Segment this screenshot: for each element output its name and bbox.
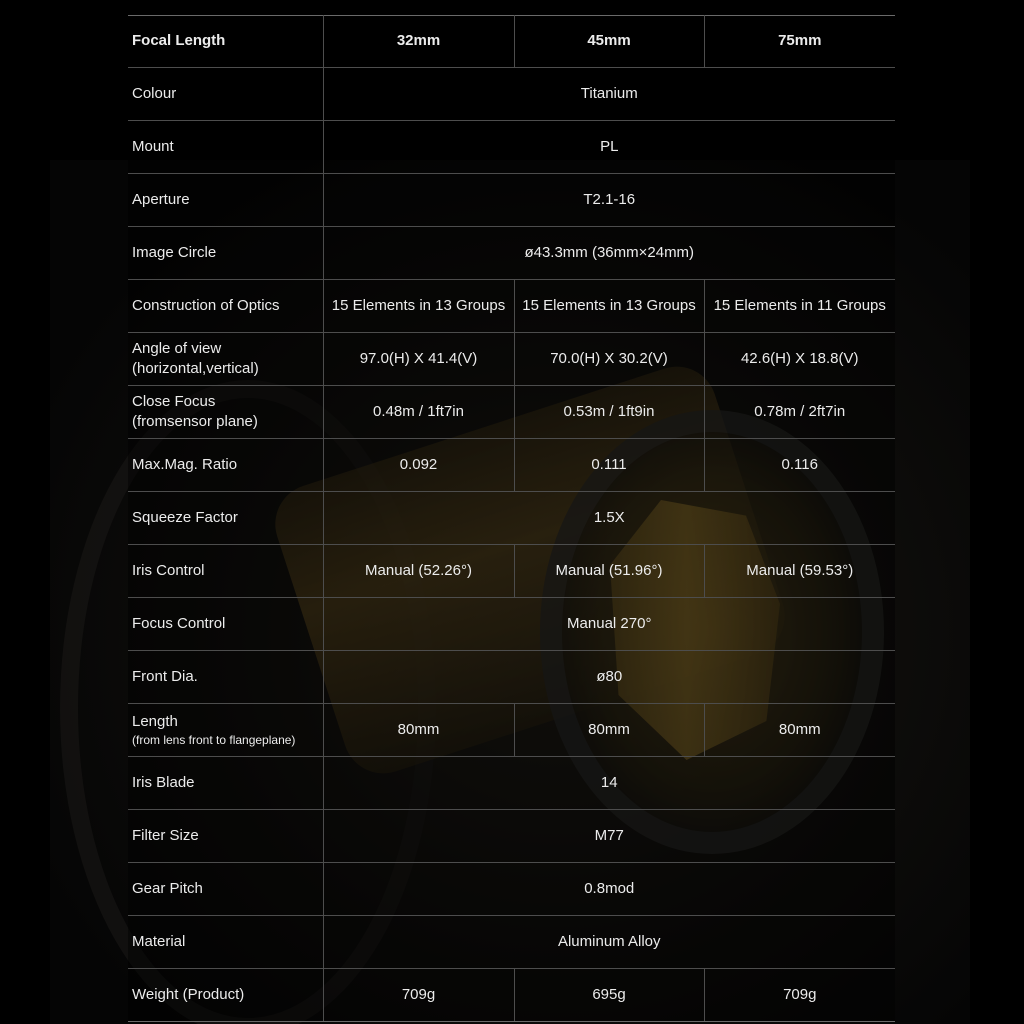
row-label: Max.Mag. Ratio [128,439,323,492]
row-label: Iris Blade [128,757,323,810]
header-row [128,16,895,68]
row-filter-size [128,810,895,863]
row-mount [128,121,895,174]
row-value-75mm: Manual (59.53°) [704,545,895,598]
row-value-45mm: 0.53m / 1ft9in [514,386,704,439]
row-weight [128,969,895,1022]
row-value-32mm: 97.0(H) X 41.4(V) [323,333,514,386]
row-label: Weight (Product) [128,969,323,1022]
row-value-75mm: 15 Elements in 11 Groups [704,280,895,333]
row-iris-control [128,545,895,598]
row-label: Gear Pitch [128,863,323,916]
row-value-45mm: Manual (51.96°) [514,545,704,598]
row-value-32mm: 0.48m / 1ft7in [323,386,514,439]
row-value: Aluminum Alloy [323,916,895,969]
row-value-75mm: 42.6(H) X 18.8(V) [704,333,895,386]
spec-table [128,15,895,1022]
row-value-75mm: 0.78m / 2ft7in [704,386,895,439]
row-value-45mm: 695g [514,969,704,1022]
header-col-32mm: 32mm [323,16,514,68]
row-value: Titanium [323,68,895,121]
row-value-32mm: 709g [323,969,514,1022]
row-value-45mm: 80mm [514,704,704,757]
row-label [128,333,323,386]
row-value-75mm: 0.116 [704,439,895,492]
row-material [128,916,895,969]
row-value: 1.5X [323,492,895,545]
row-value: ø80 [323,651,895,704]
row-angle-of-view [128,333,895,386]
row-squeeze-factor [128,492,895,545]
row-label: Material [128,916,323,969]
row-label: Front Dia. [128,651,323,704]
header-col-75mm: 75mm [704,16,895,68]
row-gear-pitch [128,863,895,916]
row-value-75mm: 709g [704,969,895,1022]
row-label-main: Length [132,712,178,730]
row-value-45mm: 70.0(H) X 30.2(V) [514,333,704,386]
row-label-main: Angle of view [132,339,222,357]
row-value-75mm: 80mm [704,704,895,757]
row-value: ø43.3mm (36mm×24mm) [323,227,895,280]
row-value-45mm: 15 Elements in 13 Groups [514,280,704,333]
row-label: Iris Control [128,545,323,598]
row-label-sub: (horizontal,vertical) [132,360,259,377]
row-colour [128,68,895,121]
row-construction-of-optics [128,280,895,333]
row-aperture [128,174,895,227]
row-value-32mm: 15 Elements in 13 Groups [323,280,514,333]
row-value: 0.8mod [323,863,895,916]
row-label: Focus Control [128,598,323,651]
row-value-45mm: 0.111 [514,439,704,492]
row-label: Filter Size [128,810,323,863]
row-value: Manual 270° [323,598,895,651]
row-label [128,386,323,439]
row-label: Colour [128,68,323,121]
row-label-sub: (from lens front to flangeplane) [132,733,296,748]
row-label-main: Close Focus [132,392,216,410]
header-col-45mm: 45mm [514,16,704,68]
row-value-32mm: 80mm [323,704,514,757]
row-front-dia [128,651,895,704]
row-value-32mm: Manual (52.26°) [323,545,514,598]
row-value: PL [323,121,895,174]
row-focus-control [128,598,895,651]
row-label-sub: (fromsensor plane) [132,413,258,430]
row-label: Squeeze Factor [128,492,323,545]
row-value: 14 [323,757,895,810]
row-image-circle [128,227,895,280]
row-label: Mount [128,121,323,174]
row-value: M77 [323,810,895,863]
row-label [128,704,323,757]
row-length [128,704,895,757]
header-label: Focal Length [128,16,323,68]
row-iris-blade [128,757,895,810]
row-max-mag-ratio [128,439,895,492]
row-label: Aperture [128,174,323,227]
row-label: Image Circle [128,227,323,280]
row-value-32mm: 0.092 [323,439,514,492]
row-value: T2.1-16 [323,174,895,227]
row-close-focus [128,386,895,439]
row-label: Construction of Optics [128,280,323,333]
